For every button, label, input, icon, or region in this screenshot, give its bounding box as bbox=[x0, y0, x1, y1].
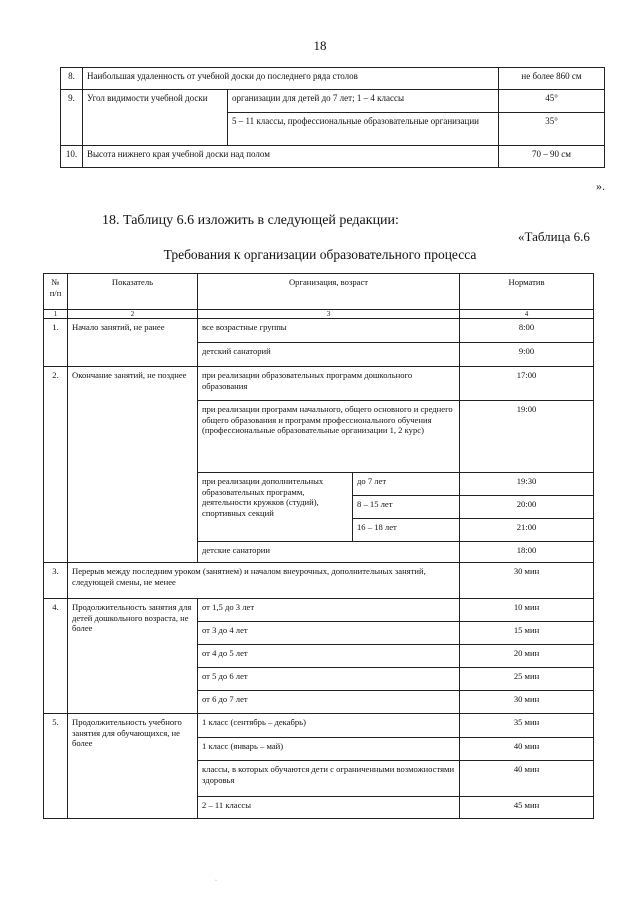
org-cell: детский санаторий bbox=[198, 343, 460, 367]
table-row bbox=[44, 367, 594, 401]
row-label: Перерыв между последним уроком (занятием) и началом внеурочных, дополнительных занятий, следующей смены, не менее bbox=[68, 563, 460, 599]
table-row bbox=[44, 319, 594, 343]
org-cell: от 6 до 7 лет bbox=[198, 691, 460, 714]
org-cell: от 1,5 до 3 лет bbox=[198, 599, 460, 622]
row-number: 8. bbox=[61, 68, 83, 90]
closing-quote: ». bbox=[596, 179, 605, 193]
section-heading: 18. Таблицу 6.6 изложить в следующей редакции: bbox=[102, 213, 399, 228]
norm-cell: 19:00 bbox=[460, 401, 594, 473]
table-row bbox=[61, 90, 605, 113]
norm-cell: 18:00 bbox=[460, 542, 594, 563]
header-cell: Показатель bbox=[68, 274, 198, 310]
row-value: 35° bbox=[499, 113, 605, 146]
row-label: Наибольшая удаленность от учебной доски до последнего ряда столов bbox=[83, 68, 499, 90]
org-cell: детские санатории bbox=[198, 542, 460, 563]
header-cell: Норматив bbox=[460, 274, 594, 310]
org-cell: организации для детей до 7 лет; 1 – 4 классы bbox=[228, 90, 499, 113]
col-number: 4 bbox=[460, 310, 594, 319]
row-value: не более 860 см bbox=[499, 68, 605, 90]
table-row bbox=[61, 68, 605, 90]
table-row bbox=[44, 563, 594, 599]
norm-cell: 25 мин bbox=[460, 668, 594, 691]
norm-cell: 20 мин bbox=[460, 645, 594, 668]
org-cell: 1 класс (январь – май) bbox=[198, 738, 460, 761]
norm-cell: 15 мин bbox=[460, 622, 594, 645]
row-number: 2. bbox=[44, 367, 68, 563]
row-label: Угол видимости учебной доски bbox=[83, 90, 228, 146]
scan-dot: · bbox=[215, 878, 217, 884]
norm-cell: 19:30 bbox=[460, 473, 594, 496]
col-number-row bbox=[44, 310, 594, 319]
header-row bbox=[44, 274, 594, 310]
table-row bbox=[44, 714, 594, 738]
norm-cell: 40 мин bbox=[460, 761, 594, 797]
age-cell: 16 – 18 лет bbox=[353, 519, 460, 542]
row-number: 1. bbox=[44, 319, 68, 367]
norm-cell: 30 мин bbox=[460, 563, 594, 599]
norm-cell: 40 мин bbox=[460, 738, 594, 761]
org-cell: от 4 до 5 лет bbox=[198, 645, 460, 668]
col-number: 3 bbox=[198, 310, 460, 319]
header-cell: № п/п bbox=[44, 274, 68, 310]
org-cell: от 3 до 4 лет bbox=[198, 622, 460, 645]
page-number: 18 bbox=[313, 38, 327, 53]
age-cell: до 7 лет bbox=[353, 473, 460, 496]
row-label: Высота нижнего края учебной доски над полом bbox=[83, 146, 499, 168]
org-cell: при реализации программ начального, общего основного и среднего общего образования и программ профессионального обучения (профессиональные образовательные организации 1, 2 курс) bbox=[198, 401, 460, 473]
table-title: Требования к организации образовательного процесса bbox=[163, 247, 477, 262]
org-cell: от 5 до 6 лет bbox=[198, 668, 460, 691]
org-cell: классы, в которых обучаются дети с ограниченными возможностями здоровья bbox=[198, 761, 460, 797]
previous-table bbox=[60, 67, 605, 168]
org-cell: при реализации образовательных программ дошкольного образования bbox=[198, 367, 460, 401]
norm-cell: 17:00 bbox=[460, 367, 594, 401]
age-cell: 8 – 15 лет bbox=[353, 496, 460, 519]
row-number: 10. bbox=[61, 146, 83, 168]
row-number: 3. bbox=[44, 563, 68, 599]
table-row bbox=[61, 146, 605, 168]
table-label: «Таблица 6.6 bbox=[518, 229, 590, 244]
main-table bbox=[43, 273, 594, 819]
norm-cell: 35 мин bbox=[460, 714, 594, 738]
org-cell: 2 – 11 классы bbox=[198, 797, 460, 819]
org-cell: при реализации дополнительных образовательных программ, деятельности кружков (студий), спортивных секций bbox=[198, 473, 353, 542]
row-label: Начало занятий, не ранее bbox=[68, 319, 198, 367]
row-number: 9. bbox=[61, 90, 83, 146]
col-number: 1 bbox=[44, 310, 68, 319]
row-value: 45° bbox=[499, 90, 605, 113]
row-number: 4. bbox=[44, 599, 68, 714]
org-cell: 5 – 11 классы, профессиональные образовательные организации bbox=[228, 113, 499, 146]
norm-cell: 9:00 bbox=[460, 343, 594, 367]
org-cell: все возрастные группы bbox=[198, 319, 460, 343]
row-label: Продолжительность учебного занятия для обучающихся, не более bbox=[68, 714, 198, 819]
row-label: Продолжительность занятия для детей дошкольного возраста, не более bbox=[68, 599, 198, 714]
row-value: 70 – 90 см bbox=[499, 146, 605, 168]
norm-cell: 21:00 bbox=[460, 519, 594, 542]
norm-cell: 8:00 bbox=[460, 319, 594, 343]
row-label: Окончание занятий, не позднее bbox=[68, 367, 198, 563]
norm-cell: 30 мин bbox=[460, 691, 594, 714]
header-cell: Организация, возраст bbox=[198, 274, 460, 310]
col-number: 2 bbox=[68, 310, 198, 319]
org-cell: 1 класс (сентябрь – декабрь) bbox=[198, 714, 460, 738]
norm-cell: 10 мин bbox=[460, 599, 594, 622]
norm-cell: 20:00 bbox=[460, 496, 594, 519]
norm-cell: 45 мин bbox=[460, 797, 594, 819]
row-number: 5. bbox=[44, 714, 68, 819]
table-row bbox=[44, 599, 594, 622]
